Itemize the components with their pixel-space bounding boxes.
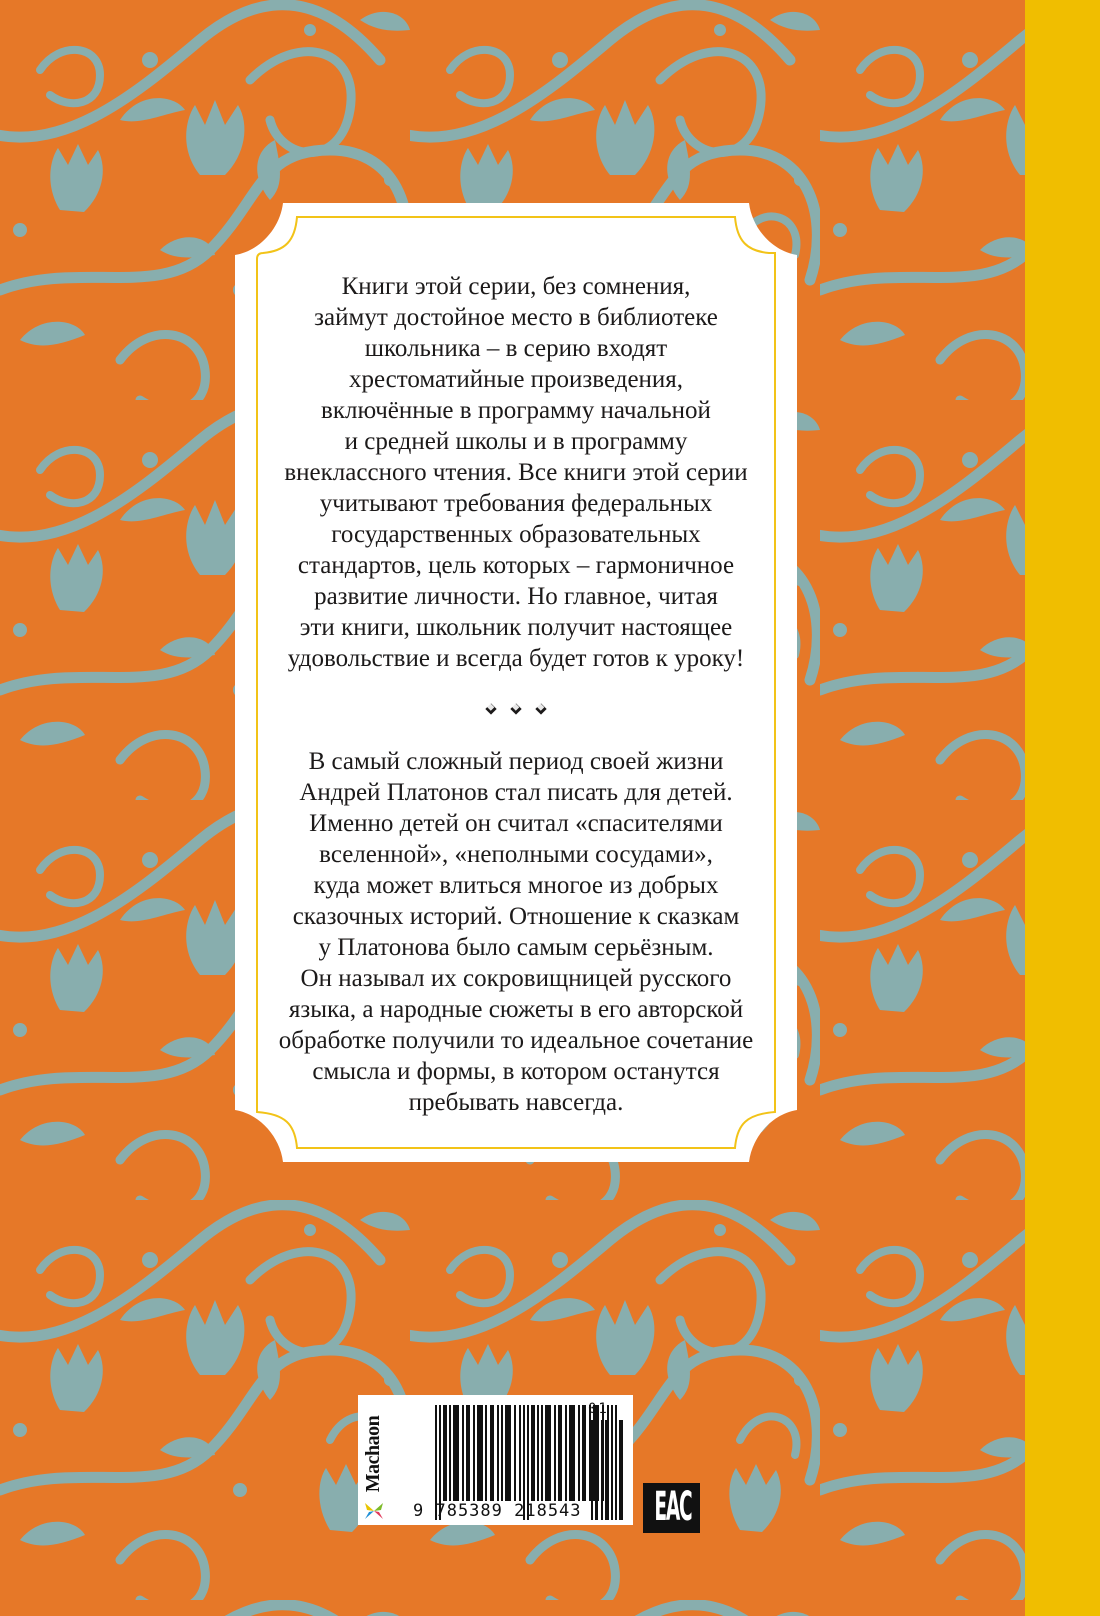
text-line: удовольствие и всегда будет готов к уроку! [287, 645, 745, 672]
text-line: развитие личности. Но главное, читая [314, 583, 718, 610]
eac-certification-mark [643, 1483, 700, 1533]
text-line: внеклассного чтения. Все книги этой серии [284, 459, 748, 486]
text-line: В самый сложный период своей жизни [308, 748, 724, 775]
diamond-ornament-icon [536, 704, 547, 715]
butterfly-logo-icon [363, 1501, 385, 1521]
text-line: стандартов, цель которых – гармоничное [297, 552, 735, 579]
text-line: включённые в программу начальной [321, 397, 711, 424]
text-line: Книги этой серии, без сомнения, [341, 273, 691, 300]
text-line: Андрей Платонов стал писать для детей. [299, 779, 733, 806]
barcode-addon-number: 01 [588, 1401, 609, 1417]
text-line: вселенной», «неполными сосудами», [319, 841, 713, 868]
yellow-spine-strip [1025, 0, 1100, 1616]
isbn-barcode-box [358, 1395, 633, 1525]
publisher-logo [360, 1395, 386, 1525]
text-line: обработке получили то идеальное сочетание [278, 1027, 754, 1054]
text-line: хрестоматийные произведения, [348, 366, 684, 393]
author-description-paragraph [235, 746, 797, 1118]
text-line: государственных образовательных [331, 521, 701, 548]
card-text-block [235, 271, 797, 1118]
text-line: школьника – в серию входят [364, 335, 668, 362]
diamond-ornament-icon [486, 704, 497, 715]
diamond-ornament-icon [511, 704, 522, 715]
text-line: займут достойное место в библиотеке [314, 304, 718, 331]
text-line: пребывать навсегда. [408, 1089, 624, 1116]
diamond-separator [235, 680, 797, 738]
text-line: учитывают требования федеральных [319, 490, 713, 517]
isbn-number: 9 785389 218543 [413, 1501, 582, 1521]
text-line: сказочных историй. Отношение к сказкам [292, 903, 740, 930]
text-line: Именно детей он считал «спасителями [309, 810, 723, 837]
text-line: эти книги, школьник получит настоящее [299, 614, 733, 641]
eac-label: EAC [654, 1483, 692, 1531]
text-line: у Платонова было самым серьёзным. [318, 934, 714, 961]
publisher-name: Machaon [362, 1415, 384, 1493]
text-line: языка, а народные сюжеты в его авторской [288, 996, 744, 1023]
text-line: смысла и формы, в котором останутся [312, 1058, 720, 1085]
text-line: и средней школы и в программу [344, 428, 688, 455]
description-card [235, 203, 797, 1162]
addon-barcode-bars-icon [591, 1420, 627, 1520]
text-line: Он называл их сокровищницей русского [300, 965, 732, 992]
text-line: куда может влиться многое из добрых [313, 872, 719, 899]
series-description-paragraph [235, 271, 797, 674]
